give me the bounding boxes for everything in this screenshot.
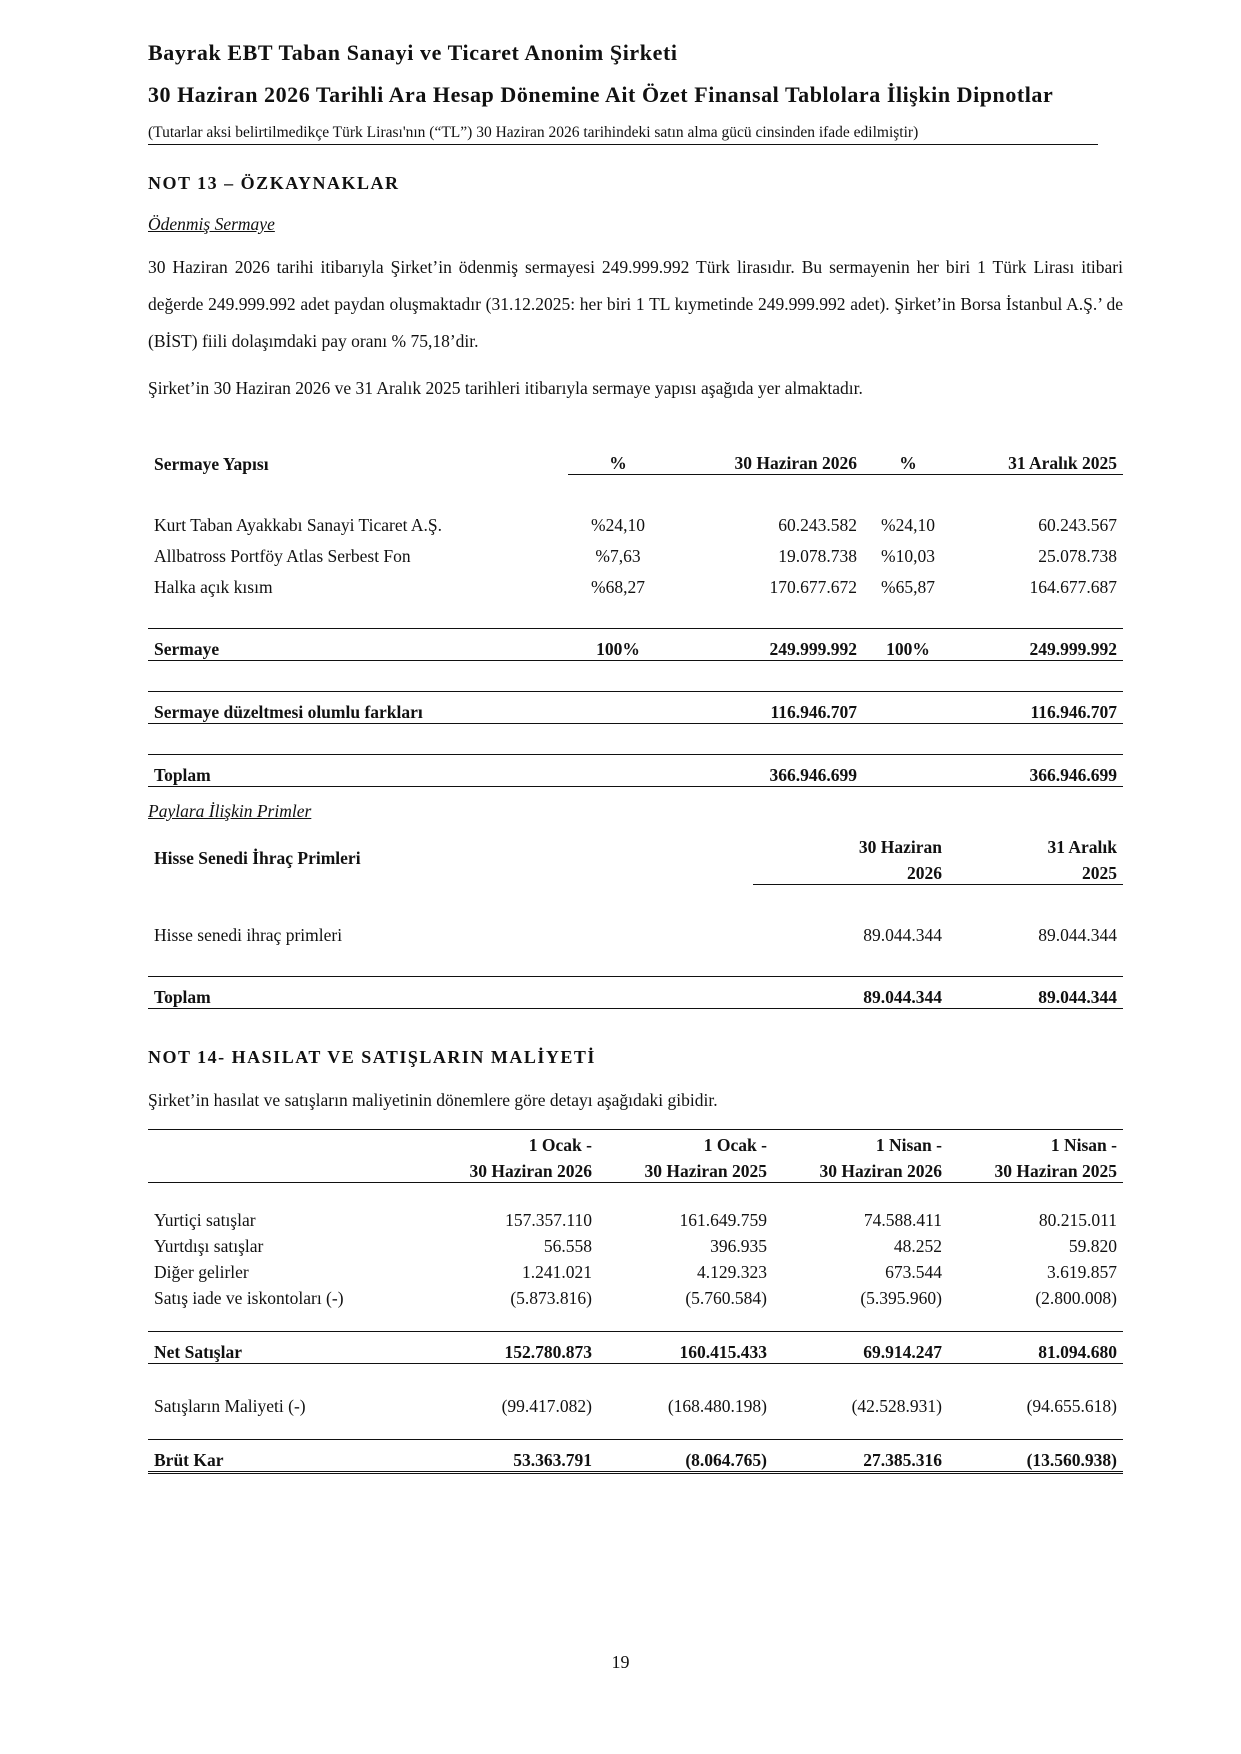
cell: (42.528.931): [851, 1396, 942, 1416]
cell: 1.241.021: [522, 1262, 592, 1282]
header-cell: 30 Haziran 2026: [423, 1156, 598, 1183]
cell: 160.415.433: [598, 1332, 773, 1364]
capital-adjustment-row: [148, 692, 1123, 724]
cell: 366.946.699: [668, 755, 863, 787]
cell: 56.558: [543, 1236, 592, 1256]
cell: 53.363.791: [423, 1440, 598, 1473]
cell: 89.044.344: [753, 977, 948, 1009]
cell: 48.252: [893, 1236, 942, 1256]
row-label: Sermaye: [148, 629, 568, 661]
row-label: Hisse senedi ihraç primleri: [154, 925, 343, 945]
header-cell: 1 Ocak -: [528, 1135, 592, 1155]
header-cell: Sermaye Yapısı: [154, 453, 269, 474]
cell: %7,63: [595, 546, 641, 566]
table-row: [148, 1231, 1123, 1257]
capital-structure-intro: Şirket’in 30 Haziran 2026 ve 31 Aralık 2025 tarihleri itibarıyla sermaye yapısı aşağıda yer almaktadır.: [148, 378, 863, 398]
cost-of-sales-row: [148, 1386, 1123, 1417]
cell: (168.480.198): [667, 1396, 767, 1416]
equity-total-row: [148, 755, 1123, 787]
row-label: Yurtiçi satışlar: [154, 1210, 256, 1230]
header-cell: 2025: [948, 858, 1123, 885]
gross-profit-row: [148, 1440, 1123, 1473]
cell: %24,10: [881, 515, 935, 535]
cell: 249.999.992: [668, 629, 863, 661]
cell: 89.044.344: [863, 925, 942, 945]
header-cell: 31 Aralık: [1047, 837, 1117, 857]
cell: 366.946.699: [953, 755, 1123, 787]
row-label: Toplam: [148, 977, 753, 1009]
header-cell: 2026: [753, 858, 948, 885]
cell: 80.215.011: [1038, 1210, 1117, 1230]
row-label: Diğer gelirler: [154, 1262, 249, 1282]
cell: 164.677.687: [1029, 577, 1117, 597]
premium-table-label: Hisse Senedi İhraç Primleri: [154, 847, 361, 868]
cell: 60.243.567: [1038, 515, 1117, 535]
cell: 3.619.857: [1047, 1262, 1117, 1282]
cell: 249.999.992: [953, 629, 1123, 661]
cell: (99.417.082): [501, 1396, 592, 1416]
document-page: [148, 40, 1123, 1474]
cell: (13.560.938): [948, 1440, 1123, 1473]
currency-note: (Tutarlar aksi belirtilmedikçe Türk Lirası'nın (“TL”) 30 Haziran 2026 tarihindeki satın alma gücü cinsinden ifade edilmiştir): [148, 124, 1098, 145]
cell: 161.649.759: [679, 1210, 767, 1230]
row-label: Allbatross Portföy Atlas Serbest Fon: [154, 546, 411, 566]
revenue-intro: Şirket’in hasılat ve satışların maliyetinin dönemlere göre detayı aşağıdaki gibidir.: [148, 1090, 718, 1110]
header-cell: 30 Haziran 2025: [948, 1156, 1123, 1183]
share-premium-table: [148, 832, 1123, 1009]
page-number: 19: [611, 1652, 630, 1672]
table-row: [148, 1257, 1123, 1283]
cell: (5.760.584): [685, 1288, 767, 1308]
cell: %68,27: [591, 577, 645, 597]
cell: 152.780.873: [423, 1332, 598, 1364]
row-label: Sermaye düzeltmesi olumlu farkları: [148, 692, 668, 724]
cell: 170.677.672: [769, 577, 857, 597]
cell: (8.064.765): [598, 1440, 773, 1473]
cell: (94.655.618): [1026, 1396, 1117, 1416]
cell: 27.385.316: [773, 1440, 948, 1473]
header-cell: 1 Ocak -: [703, 1135, 767, 1155]
table-row: [148, 536, 1123, 567]
note14-heading: NOT 14- HASILAT VE SATIŞLARIN MALİYETİ: [148, 1047, 596, 1067]
capital-total-row: [148, 629, 1123, 661]
header-cell: %: [568, 443, 668, 475]
table-row: [148, 915, 1123, 946]
table-row: [148, 1205, 1123, 1231]
cell: %10,03: [881, 546, 935, 566]
cell: 69.914.247: [773, 1332, 948, 1364]
cell: (5.395.960): [860, 1288, 942, 1308]
capital-structure-table: [148, 443, 1123, 787]
header-cell: %: [863, 443, 953, 475]
net-sales-row: [148, 1332, 1123, 1364]
table-row: [148, 505, 1123, 536]
row-label: Yurtdışı satışlar: [154, 1236, 264, 1256]
cell: 100%: [863, 629, 953, 661]
cell: 4.129.323: [697, 1262, 767, 1282]
header-cell: 30 Haziran 2025: [598, 1156, 773, 1183]
cell: %24,10: [591, 515, 645, 535]
header-cell: 1 Nisan -: [875, 1135, 942, 1155]
cell: (2.800.008): [1035, 1288, 1117, 1308]
header-cell: 30 Haziran 2026: [668, 443, 863, 475]
cell: %65,87: [881, 577, 935, 597]
cell: 60.243.582: [778, 515, 857, 535]
paid-capital-paragraph: 30 Haziran 2026 tarihi itibarıyla Şirket’in ödenmiş sermayesi 249.999.992 Türk lirasıdır. Bu sermayenin her biri 1 Türk Lirası itibari değerde 249.999.992 adet paydan oluşmaktadır (31.12.2025: her biri 1 TL kıymetinde 249.999.992 adet). Şirket’in Borsa İstanbul A.Ş.’ de (BİST) fiili dolaşımdaki pay oranı % 75,18’dir.: [148, 257, 1123, 351]
document-title: 30 Haziran 2026 Tarihli Ara Hesap Dönemine Ait Özet Finansal Tablolara İlişkin Dipnotlar: [148, 82, 1054, 107]
table-row: [148, 1283, 1123, 1309]
header-cell: 30 Haziran 2026: [773, 1156, 948, 1183]
cell: 396.935: [710, 1236, 767, 1256]
header-cell: 31 Aralık 2025: [953, 443, 1123, 475]
header-cell: 1 Nisan -: [1050, 1135, 1117, 1155]
cell: (5.873.816): [510, 1288, 592, 1308]
cell: 81.094.680: [948, 1332, 1123, 1364]
premium-total-row: [148, 977, 1123, 1009]
cell: 116.946.707: [953, 692, 1123, 724]
note13-heading: NOT 13 – ÖZKAYNAKLAR: [148, 173, 400, 193]
cell: 25.078.738: [1038, 546, 1117, 566]
cell: 673.544: [885, 1262, 942, 1282]
cell: 59.820: [1068, 1236, 1117, 1256]
cell: 89.044.344: [1038, 925, 1117, 945]
row-label: Toplam: [148, 755, 668, 787]
revenue-table: [148, 1129, 1123, 1474]
row-label: Satış iade ve iskontoları (-): [154, 1288, 344, 1308]
row-label: Net Satışlar: [148, 1332, 423, 1364]
cell: 19.078.738: [778, 546, 857, 566]
cell: 116.946.707: [668, 692, 863, 724]
cell: 89.044.344: [948, 977, 1123, 1009]
table-row: [148, 567, 1123, 598]
cell: 100%: [568, 629, 668, 661]
cell: 74.588.411: [863, 1210, 942, 1230]
row-label: Satışların Maliyeti (-): [154, 1396, 306, 1416]
cell: 157.357.110: [505, 1210, 592, 1230]
row-label: Brüt Kar: [148, 1440, 423, 1473]
row-label: Kurt Taban Ayakkabı Sanayi Ticaret A.Ş.: [154, 515, 442, 535]
share-premium-title: Paylara İlişkin Primler: [148, 801, 312, 821]
company-name: Bayrak EBT Taban Sanayi ve Ticaret Anonim Şirketi: [148, 40, 678, 65]
table-header-row: [148, 443, 1123, 475]
header-cell: 30 Haziran: [858, 837, 942, 857]
paid-capital-title: Ödenmiş Sermaye: [148, 214, 275, 234]
row-label: Halka açık kısım: [154, 577, 273, 597]
